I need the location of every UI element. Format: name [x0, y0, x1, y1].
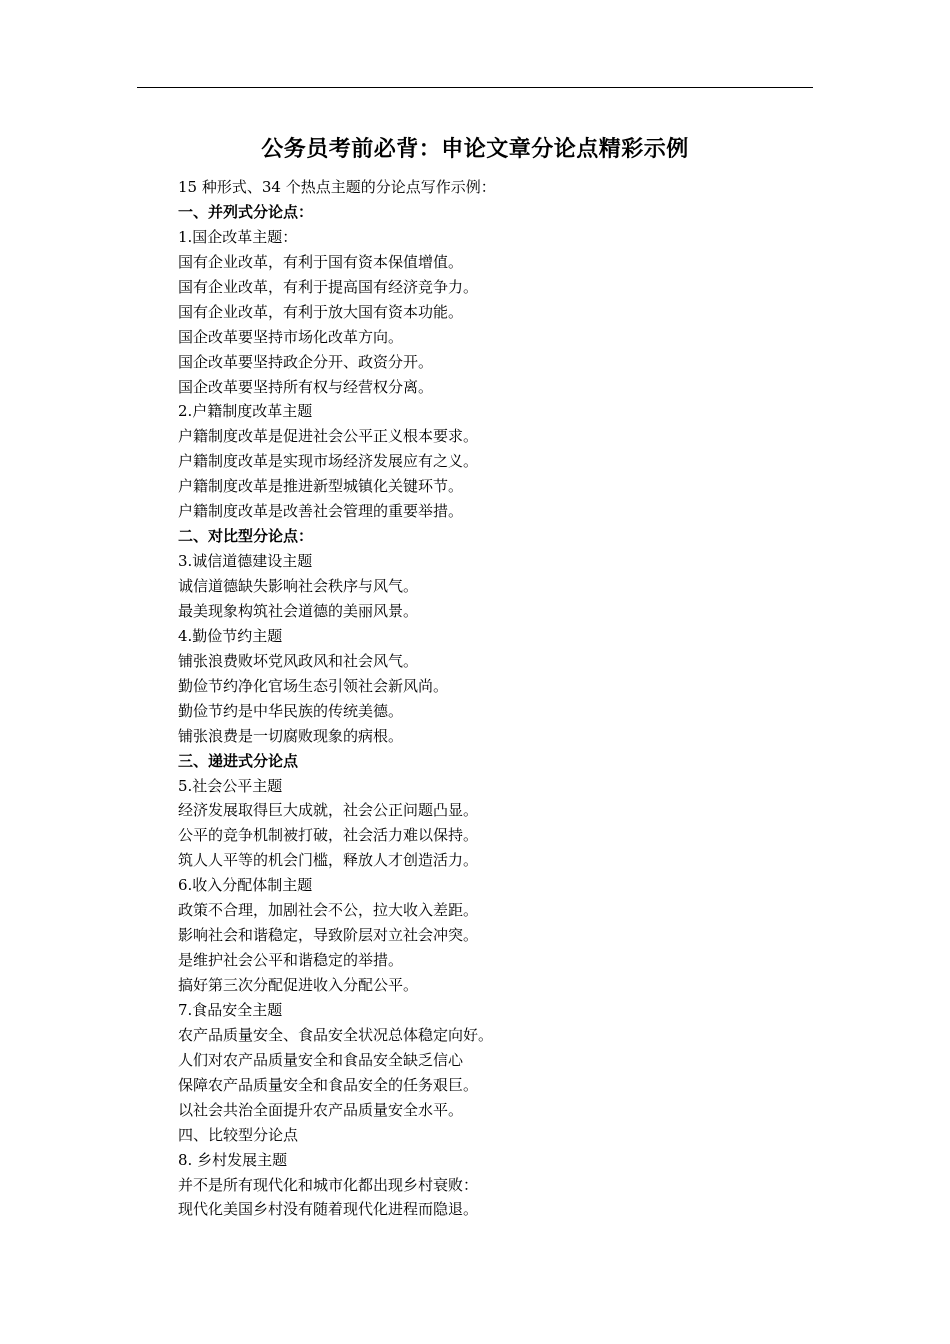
- text-line: 影响社会和谐稳定，导致阶层对立社会冲突。: [178, 926, 479, 945]
- text-line: 诚信道德缺失影响社会秩序与风气。: [178, 577, 419, 595]
- text-line: 2.户籍制度改革主题: [178, 402, 313, 421]
- text-line: 6.收入分配体制主题: [178, 876, 313, 895]
- text-line: 4.勤俭节约主题: [178, 626, 283, 645]
- text-line: 以社会共治全面提升农产品质量安全水平。: [178, 1100, 464, 1119]
- text-line: 经济发展取得巨大成就，社会公正问题凸显。: [178, 801, 479, 820]
- text-line: 政策不合理，加剧社会不公，拉大收入差距。: [178, 901, 479, 920]
- text-line: 筑人人平等的机会门槛，释放人才创造活力。: [178, 851, 479, 870]
- header-rule: [137, 87, 813, 88]
- text-line: 国有企业改革，有利于放大国有资本功能。: [178, 302, 464, 321]
- document-title: 公务员考前必背：申论文章分论点精彩示例: [261, 137, 689, 162]
- text-line: 搞好第三次分配促进收入分配公平。: [178, 976, 419, 994]
- text-line: 勤俭节约净化官场生态引领社会新风尚。: [178, 676, 449, 695]
- text-line: 15 种形式、34 个热点主题的分论点写作示例：: [178, 178, 496, 196]
- text-line: 国企改革要坚持所有权与经营权分离。: [178, 377, 434, 396]
- text-line: 1.国企改革主题：: [178, 227, 298, 246]
- text-line: 户籍制度改革是推进新型城镇化关键环节。: [178, 477, 464, 496]
- text-line: 国企改革要坚持市场化改革方向。: [178, 327, 404, 346]
- text-line: 铺张浪费败坏党风政风和社会风气。: [178, 651, 419, 670]
- text-line: 人们对农产品质量安全和食品安全缺乏信心: [178, 1050, 464, 1069]
- text-line: 保障农产品质量安全和食品安全的任务艰巨。: [178, 1075, 479, 1094]
- text-line: 户籍制度改革是促进社会公平正义根本要求。: [178, 427, 479, 446]
- section-heading: 二、对比型分论点：: [178, 527, 314, 546]
- text-line: 国有企业改革，有利于国有资本保值增值。: [178, 252, 464, 271]
- text-line: 铺张浪费是一切腐败现象的病根。: [178, 726, 404, 745]
- text-line: 户籍制度改革是实现市场经济发展应有之义。: [178, 452, 479, 471]
- section-heading: 一、并列式分论点：: [178, 202, 314, 221]
- text-line: 国有企业改革，有利于提高国有经济竞争力。: [178, 277, 479, 296]
- text-line: 8. 乡村发展主题: [178, 1150, 288, 1169]
- text-line: 并不是所有现代化和城市化都出现乡村衰败：: [178, 1175, 479, 1194]
- text-line: 7.食品安全主题: [178, 1000, 283, 1019]
- text-line: 3.诚信道德建设主题: [178, 552, 313, 571]
- text-line: 国企改革要坚持政企分开、政资分开。: [178, 352, 434, 371]
- text-line: 5.社会公平主题: [178, 776, 283, 795]
- text-line: 农产品质量安全、食品安全状况总体稳定向好。: [178, 1025, 494, 1044]
- section-heading: 三、递进式分论点: [178, 751, 299, 770]
- text-line: 户籍制度改革是改善社会管理的重要举措。: [178, 502, 464, 521]
- text-line: 现代化美国乡村没有随着现代化进程而隐退。: [178, 1200, 479, 1219]
- text-line: 公平的竞争机制被打破，社会活力难以保持。: [178, 826, 479, 845]
- text-line: 最美现象构筑社会道德的美丽风景。: [178, 601, 419, 620]
- text-line: 四、比较型分论点: [178, 1125, 299, 1144]
- text-line: 勤俭节约是中华民族的传统美德。: [178, 701, 404, 720]
- document-body: [178, 175, 818, 1222]
- text-line: 是维护社会公平和谐稳定的举措。: [178, 951, 404, 970]
